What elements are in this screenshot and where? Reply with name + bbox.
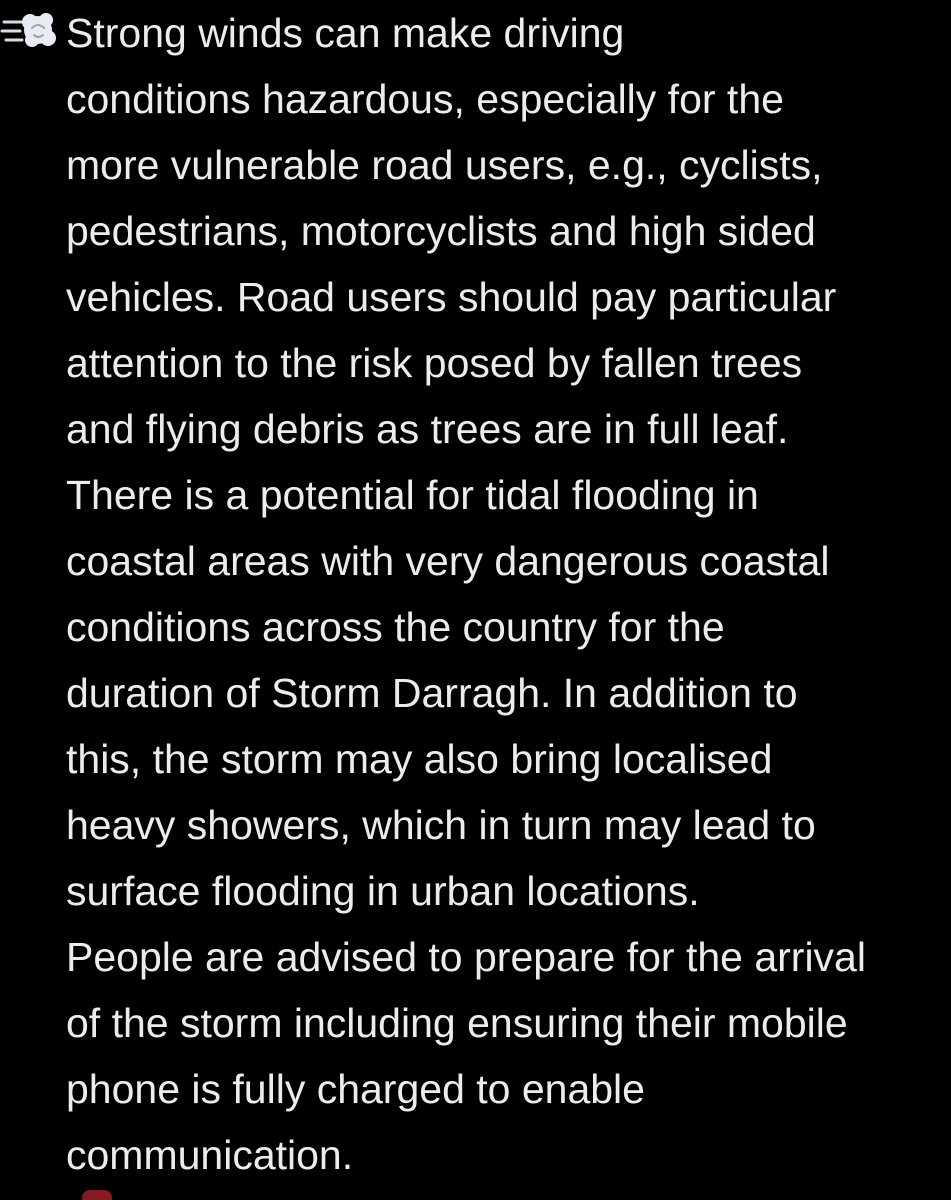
note-line-7: and flying debris as trees are in full leaf. <box>66 406 789 452</box>
note-line-15: People are advised to prepare for the arrival <box>66 934 866 980</box>
note-line-3: more vulnerable road users, e.g., cyclists, <box>66 142 823 188</box>
red-icon-partial <box>82 1190 112 1200</box>
note-line-6: attention to the risk posed by fallen trees <box>66 340 803 386</box>
note-line-8: There is a potential for tidal flooding in <box>66 472 759 518</box>
note-line-2: conditions hazardous, especially for the <box>66 76 784 122</box>
note-line-5: vehicles. Road users should pay particular <box>66 274 837 320</box>
note-line-12: this, the storm may also bring localised <box>66 736 773 782</box>
note-line-4: pedestrians, motorcyclists and high sided <box>66 208 816 254</box>
note-line-14: surface flooding in urban locations. <box>66 868 700 914</box>
note-line-17: phone is fully charged to enable <box>66 1066 645 1112</box>
note-line-9: coastal areas with very dangerous coastal <box>66 538 830 584</box>
wind-face-icon <box>0 8 58 54</box>
note-body <box>66 0 946 1188</box>
note-line-1 <box>0 0 946 66</box>
note-line-10: conditions across the country for the <box>66 604 725 650</box>
note-line-16: of the storm including ensuring their mobile <box>66 1000 848 1046</box>
note-line-11: duration of Storm Darragh. In addition to <box>66 670 798 716</box>
note-line-18: communication. <box>66 1132 354 1178</box>
note-line-13: heavy showers, which in turn may lead to <box>66 802 816 848</box>
note-line-1-text: Strong winds can make driving <box>66 10 625 56</box>
